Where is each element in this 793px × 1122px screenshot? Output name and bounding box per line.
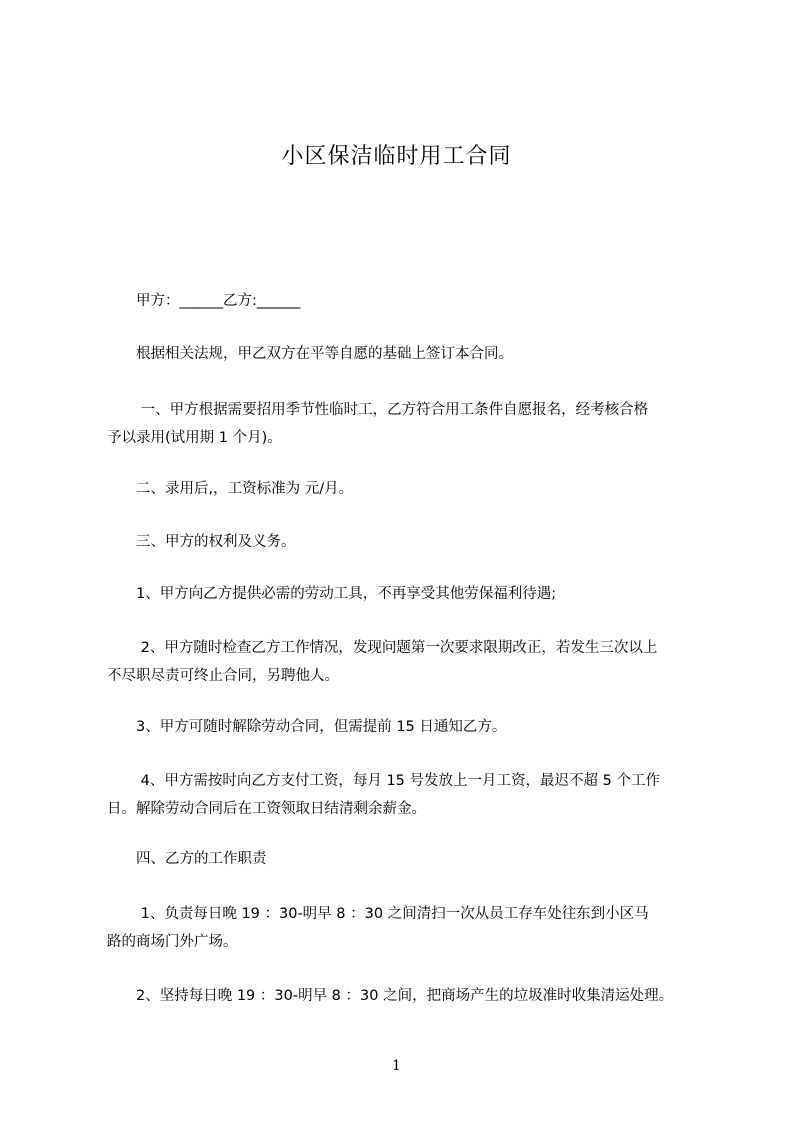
text-line: 一、甲方根据需要招用季节性临时工，乙方符合用工条件自愿报名，经考核合格	[107, 402, 649, 418]
text-line: 日。解除劳动合同后在工资领取日结清剩余薪金。	[107, 801, 426, 817]
clause-4-item-2	[107, 982, 707, 1010]
clause-2	[107, 475, 707, 503]
text-line: 4、甲方需按时向乙方支付工资，每月 15 号发放上一月工资，最迟不超 5 个工作	[107, 773, 660, 789]
text-line: 3、甲方可随时解除劳动合同，但需提前 15 日通知乙方。	[107, 719, 507, 735]
document-title: 小区保洁临时用工合同	[281, 144, 512, 169]
text-line: 根据相关法规，甲乙双方在平等自愿的基础上签订本合同。	[107, 346, 513, 362]
clause-3-item-3	[107, 713, 707, 741]
text-line: 2、坚持每日晚 19 ：30-明早 8 ：30 之间，把商场产生的垃圾准时收集清运处理。	[107, 988, 674, 1004]
clause-4-item-1	[107, 900, 707, 956]
text-line: 二、录用后,，工资标准为 元/月。	[107, 481, 354, 497]
preamble	[107, 340, 707, 368]
clause-3-heading	[107, 528, 707, 556]
text-line: 四、乙方的工作职责	[107, 851, 267, 867]
text-line: 不尽职尽责可终止合同，另聘他人。	[107, 668, 339, 684]
text-line: 2、甲方随时检查乙方工作情况，发现问题第一次要求限期改正，若发生三次以上	[107, 640, 658, 656]
text-line: 予以录用(试用期 1 个月)。	[107, 430, 282, 446]
text-line: 三、甲方的权利及义务。	[107, 534, 296, 550]
clause-3-item-4	[107, 767, 707, 823]
text-line: 1、甲方向乙方提供必需的劳动工具，不再享受其他劳保福利待遇;	[107, 586, 557, 602]
party-line	[107, 287, 707, 315]
text-line: 路的商场门外广场。	[107, 934, 238, 950]
text-line: 1、负责每日晚 19 ：30-明早 8 ：30 之间清扫一次从员工存车处往东到小区马	[107, 906, 649, 922]
clause-3-item-1	[107, 580, 707, 608]
clause-3-item-2	[107, 634, 707, 690]
page-number: 1	[392, 1058, 401, 1074]
text-line: 甲方：______乙方:______	[107, 293, 301, 309]
clause-4-heading	[107, 845, 707, 873]
clause-1	[107, 396, 707, 452]
